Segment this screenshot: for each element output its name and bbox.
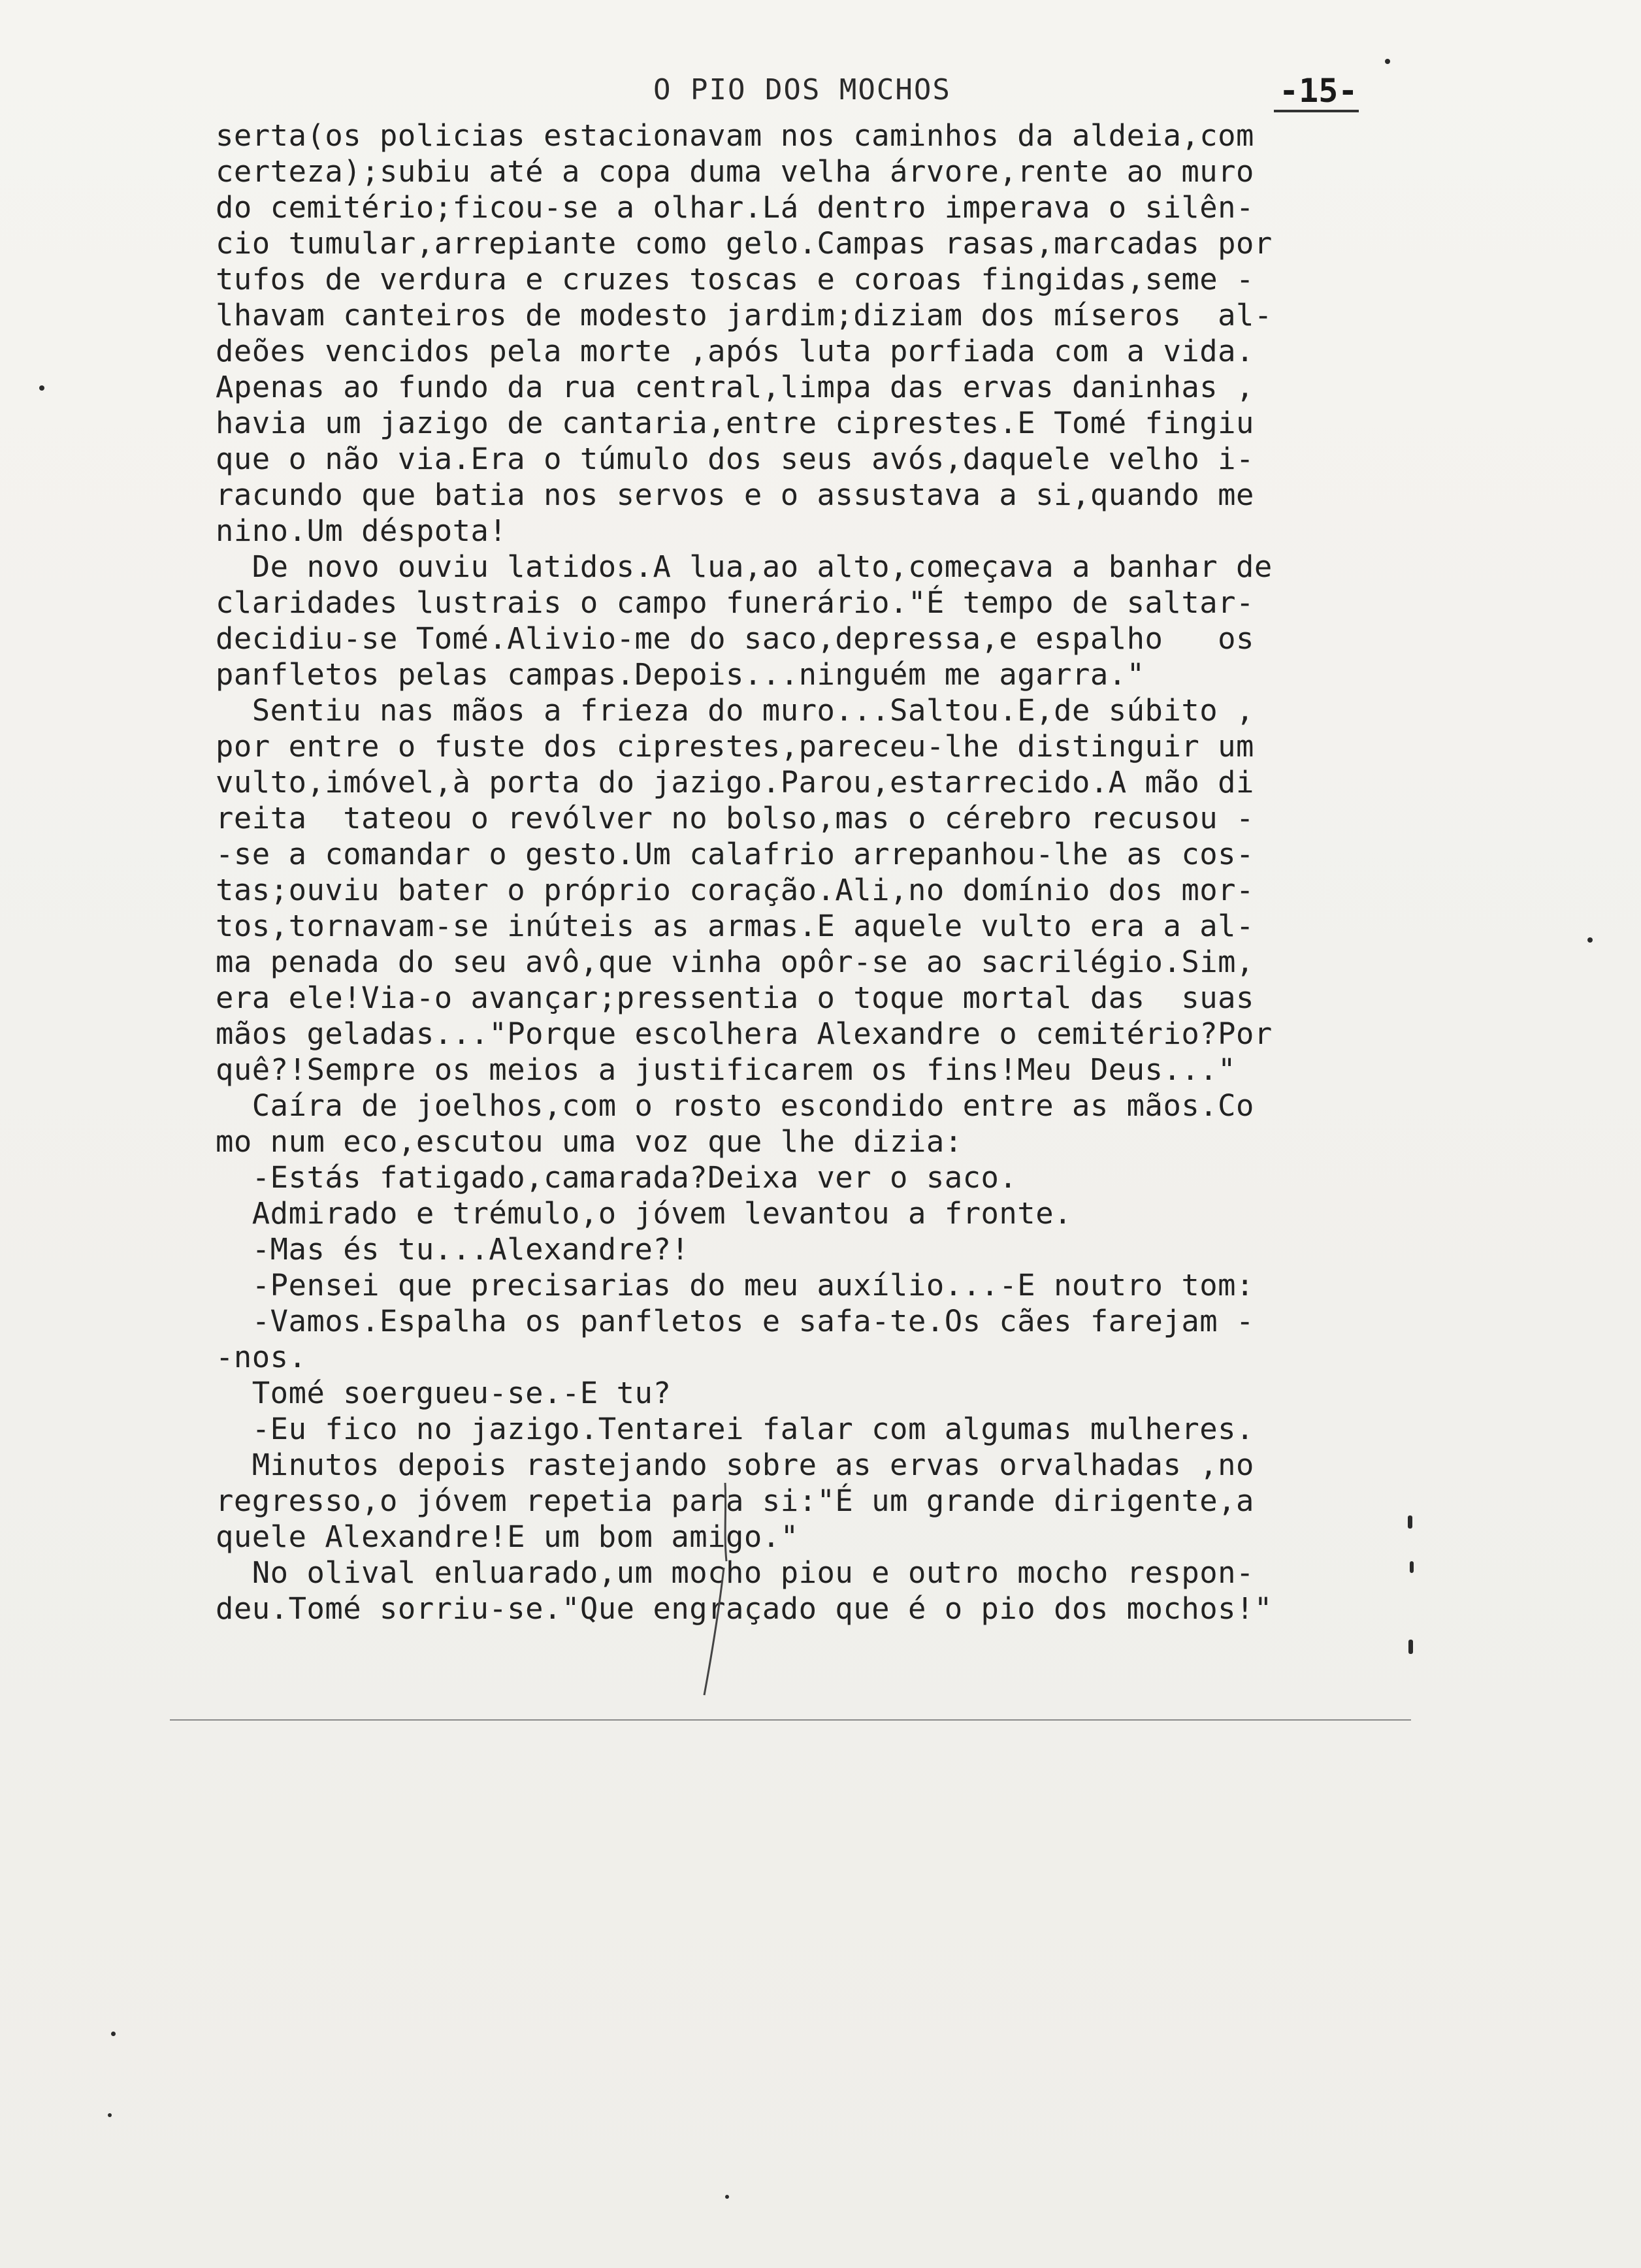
text-line: certeza);subiu até a copa duma velha árvore,rente ao muro: [216, 154, 1254, 189]
text-line: quele Alexandre!E um bom amigo.": [216, 1519, 799, 1554]
margin-speck: [1408, 1515, 1412, 1529]
text-line: No olival enluarado,um mocho piou e outro mocho respon-: [216, 1555, 1254, 1590]
margin-speck: [1410, 1561, 1414, 1573]
text-line: -Pensei que precisarias do meu auxílio...-E noutro tom:: [216, 1268, 1254, 1303]
text-line: nino.Um déspota!: [216, 513, 508, 548]
text-line: havia um jazigo de cantaria,entre ciprestes.E Tomé fingiu: [216, 406, 1254, 440]
text-line: mo num eco,escutou uma voz que lhe dizia:: [216, 1124, 963, 1159]
text-line: serta(os policias estacionavam nos caminhos da aldeia,com: [216, 118, 1254, 153]
margin-speck: [39, 385, 44, 391]
text-line: tufos de verdura e cruzes toscas e coroas fingidas,seme -: [216, 262, 1254, 297]
text-line: Caíra de joelhos,com o rosto escondido entre as mãos.Co: [216, 1088, 1254, 1123]
text-line: era ele!Via-o avançar;pressentia o toque mortal das suas: [216, 980, 1254, 1015]
text-line: Admirado e trémulo,o jóvem levantou a fronte.: [216, 1196, 1072, 1231]
text-line: regresso,o jóvem repetia para si:"É um grande dirigente,a: [216, 1483, 1254, 1518]
text-line: -Eu fico no jazigo.Tentarei falar com algumas mulheres.: [216, 1412, 1254, 1446]
text-line: lhavam canteiros de modesto jardim;diziam dos míseros al-: [216, 298, 1273, 332]
text-line: -Vamos.Espalha os panfletos e safa-te.Os cães farejam -: [216, 1304, 1254, 1338]
margin-speck: [1587, 937, 1593, 943]
text-line: claridades lustrais o campo funerário."É tempo de saltar-: [216, 585, 1254, 620]
text-line: deu.Tomé sorriu-se."Que engraçado que é o pio dos mochos!": [216, 1591, 1273, 1626]
page-title: O PIO DOS MOCHOS: [653, 73, 951, 106]
bottom-rule: [170, 1719, 1411, 1721]
text-line: Minutos depois rastejando sobre as ervas orvalhadas ,no: [216, 1448, 1254, 1482]
text-line: reita tateou o revólver no bolso,mas o cérebro recusou -: [216, 801, 1254, 835]
text-line: deões vencidos pela morte ,após luta porfiada com a vida.: [216, 334, 1254, 368]
body-text: [216, 118, 1385, 1627]
text-line: Sentiu nas mãos a frieza do muro...Saltou.E,de súbito ,: [216, 693, 1254, 728]
text-line: ma penada do seu avô,que vinha opôr-se ao sacrilégio.Sim,: [216, 945, 1254, 979]
text-line: De novo ouviu latidos.A lua,ao alto,começava a banhar de: [216, 549, 1273, 584]
text-line: -nos.: [216, 1340, 307, 1374]
text-line: tos,tornavam-se inúteis as armas.E aquele vulto era a al-: [216, 909, 1254, 943]
text-line: por entre o fuste dos ciprestes,pareceu-lhe distinguir um: [216, 729, 1254, 764]
text-line: que o não via.Era o túmulo dos seus avós,daquele velho i-: [216, 442, 1254, 476]
text-line: panfletos pelas campas.Depois...ninguém me agarra.": [216, 657, 1145, 692]
page-number: -15-: [1279, 72, 1358, 110]
text-line: Apenas ao fundo da rua central,limpa das ervas daninhas ,: [216, 370, 1254, 404]
text-line: Tomé soergueu-se.-E tu?: [216, 1376, 672, 1410]
text-line: -se a comandar o gesto.Um calafrio arrepanhou-lhe as cos-: [216, 837, 1254, 871]
text-line: decidiu-se Tomé.Alivio-me do saco,depressa,e espalho os: [216, 621, 1254, 656]
text-line: racundo que batia nos servos e o assustava a si,quando me: [216, 478, 1254, 512]
margin-speck: [1408, 1640, 1413, 1654]
text-line: -Estás fatigado,camarada?Deixa ver o saco.: [216, 1160, 1018, 1195]
margin-speck: [725, 2195, 729, 2199]
margin-speck: [111, 2032, 116, 2036]
text-line: vulto,imóvel,à porta do jazigo.Parou,estarrecido.A mão di: [216, 765, 1254, 800]
text-line: do cemitério;ficou-se a olhar.Lá dentro imperava o silên-: [216, 190, 1254, 225]
margin-speck: [108, 2113, 112, 2117]
text-line: mãos geladas..."Porque escolhera Alexandre o cemitério?Por: [216, 1016, 1273, 1051]
text-line: quê?!Sempre os meios a justificarem os fins!Meu Deus...": [216, 1052, 1237, 1087]
text-line: cio tumular,arrepiante como gelo.Campas rasas,marcadas por: [216, 226, 1273, 261]
pen-stroke-mark: [699, 1483, 738, 1698]
text-line: -Mas és tu...Alexandre?!: [216, 1232, 690, 1267]
page-number-underline: [1274, 110, 1359, 112]
margin-speck: [1385, 59, 1390, 64]
text-line: tas;ouviu bater o próprio coração.Ali,no domínio dos mor-: [216, 873, 1254, 907]
